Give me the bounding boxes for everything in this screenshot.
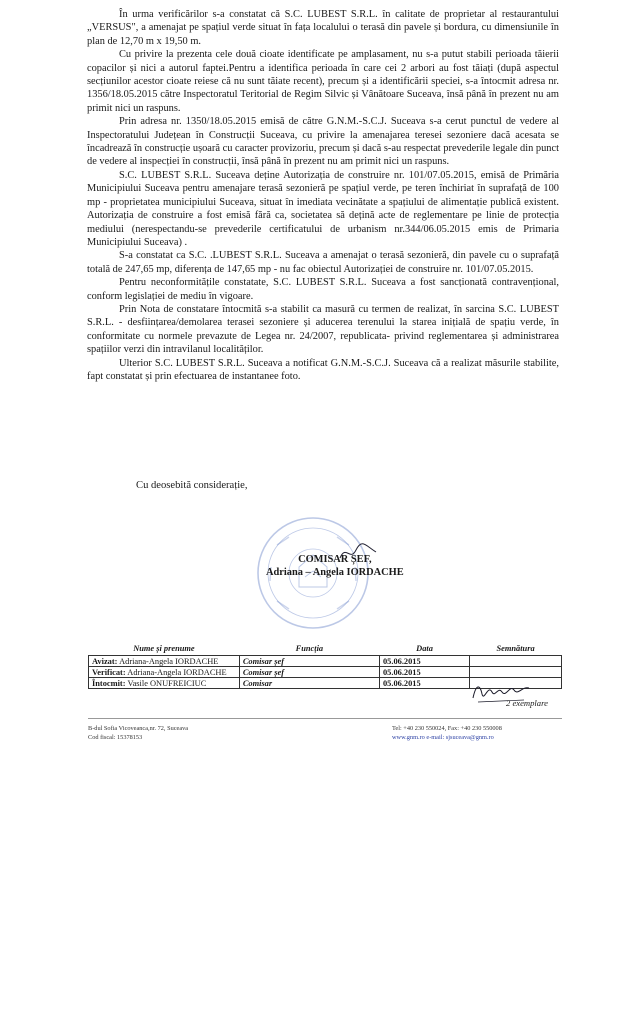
signatory-title: COMISAR ȘEF, [298,554,372,565]
footer-contact-block [392,725,502,742]
row-role: Comisar șef [242,656,284,666]
paragraph-building-permit: S.C. LUBEST S.R.L. Suceava deține Autorizația de construire nr. 101/07.05.2015, emisă de Primăria Municipiului Suceava pentru amenajare terasă sezonieră pe spațiul verde, pe teren închiriat în suprafață de 100 mp - proprietatea municipiului Suceava, situat în imediata vecinătate a spațiului de alimentație publică existent. Autorizația de construire a fost emisă fără ca, societatea să dețină acte de reglementare pe linie de protecția mediului (nerespectandu-se prevederile certificatului de urbanism nr.344/06.05.2015 emis de Primaria Municipiului Suceava) . [87,169,559,248]
row-signature-cell [470,667,562,678]
header-name: Nume și prenume [133,644,195,653]
row-name: Adriana-Angela IORDACHE [119,656,219,666]
paragraph-stumps: Cu privire la prezenta cele două cioate identificate pe amplasament, nu s-a putut stabili perioada tăierii copacilor și nici a autorul faptei.Pentru a identifica perioada în care cei 2 arbori au fost tăiați (după aspectul secțiunilor acestor cioate reiese că nu sunt tăiate recent), precum și a identificării speciei, s-a întocmit adresa nr. 1356/18.05.2015 către Inspectoratul Teritorial de Regim Silvic și Vânătoare Suceava, însă până în prezent nu am primit nici un raspuns. [87,49,559,114]
row-person [89,678,240,689]
header-date: Data [416,644,433,653]
row-role: Comisar [242,678,273,688]
letter-body [87,8,559,383]
row-person [89,656,240,667]
paragraph-area-difference: S-a constatat ca S.C. .LUBEST S.R.L. Suceava a amenajat o terasă sezonieră, din pavele cu o suprafață totală de 247,65 mp, diferența de 147,65 mp - nu fac obiectul Autorizației de construire nr. 101/07.05.2015. [87,250,559,275]
row-date: 05.06.2015 [382,678,421,688]
paragraph-follow-up: Ulterior S.C. LUBEST S.R.L. Suceava a notificat G.N.M.-S.C.J. Suceava că a realizat măsurile stabilite, fapt constatat și prin efectuarea de instantanee foto. [87,357,559,382]
row-label: Verificat: [92,667,126,677]
footer-address: B-dul Sofia Vicoveanca,nr. 72, Suceava [88,725,189,732]
row-role-cell [239,678,379,689]
copies-note: 2 exemplare [506,698,548,708]
row-role-cell [239,656,379,667]
row-role-cell [239,667,379,678]
row-signature-cell [470,656,562,667]
footer-fiscal-code: Cod fiscal: 15378153 [88,733,143,741]
signature-block [266,553,404,579]
table-row [89,656,562,667]
paragraph-sanction: Pentru neconformitățile constatate, S.C. LUBEST S.R.L. Suceava a fost sancționată contravențional, conform legislației de mediu în vigoare. [87,277,559,302]
footer-phone-fax: Tel: +40 230 550024, Fax: +40 230 550008 [392,725,502,732]
row-label: Avizat: [92,656,118,666]
footer-web-email[interactable]: www.gnm.ro e-mail: sjsuceava@gnm.ro [392,733,494,741]
paragraph-measures: Prin Nota de constatare întocmită s-a stabilit ca masură cu termen de realizat, în sarcina S.C. LUBEST S.R.L. - desființarea/demolarea terasei sezoniere și aducerea terenului la starea inițială de spațiu verde, în conformitate cu normele prevazute de Legea nr. 24/2007, republicata- privind reglementarea și administrarea spațiilor verzi din intravilanul localităților. [87,303,559,356]
row-name: Adriana-Angela IORDACHE [127,667,227,677]
signatory-name: Adriana – Angela IORDACHE [266,567,404,578]
paragraph-findings: În urma verificărilor s-a constatat că S.C. LUBEST S.R.L. în calitate de proprietar al restaurantului „VERSUS", a amenajat pe spațiul verde situat în fața localului o terasă din pavele și bordura, cu dimensiunile în plan de 12,70 m x 19,50 m. [87,9,559,47]
header-signature: Semnătura [496,644,535,653]
row-name: Vasile ONUFREICIUC [127,678,207,688]
approval-table-header [89,642,562,656]
row-date: 05.06.2015 [382,656,421,666]
paragraph-construction-inspectorate: Prin adresa nr. 1350/18.05.2015 emisă de către G.N.M.-S.C.J. Suceava s-a cerut punctul de vedere al Inspectoratului Județean în Construcții Suceava, cu privire la amenajarea teresei sezoniere dacă acesata se încadrează în construcție ușoară cu caracter provizoriu, precum și dacă s-au respectat prevederile legale din punct de vedere al inspecției în construcții, însă până în prezent nu am primit nici un raspuns. [87,116,559,168]
row-role: Comisar șef [242,667,284,677]
closing-salutation: Cu deosebită considerație, [136,480,248,491]
row-date: 05.06.2015 [382,667,421,677]
row-date-cell [379,678,469,689]
row-date-cell [379,667,469,678]
row-person [89,667,240,678]
row-date-cell [379,656,469,667]
row-label: Întocmit: [92,678,126,688]
footer-address-block [88,725,188,742]
footer-divider [88,718,562,719]
table-row [89,667,562,678]
header-function: Funcția [295,644,324,653]
